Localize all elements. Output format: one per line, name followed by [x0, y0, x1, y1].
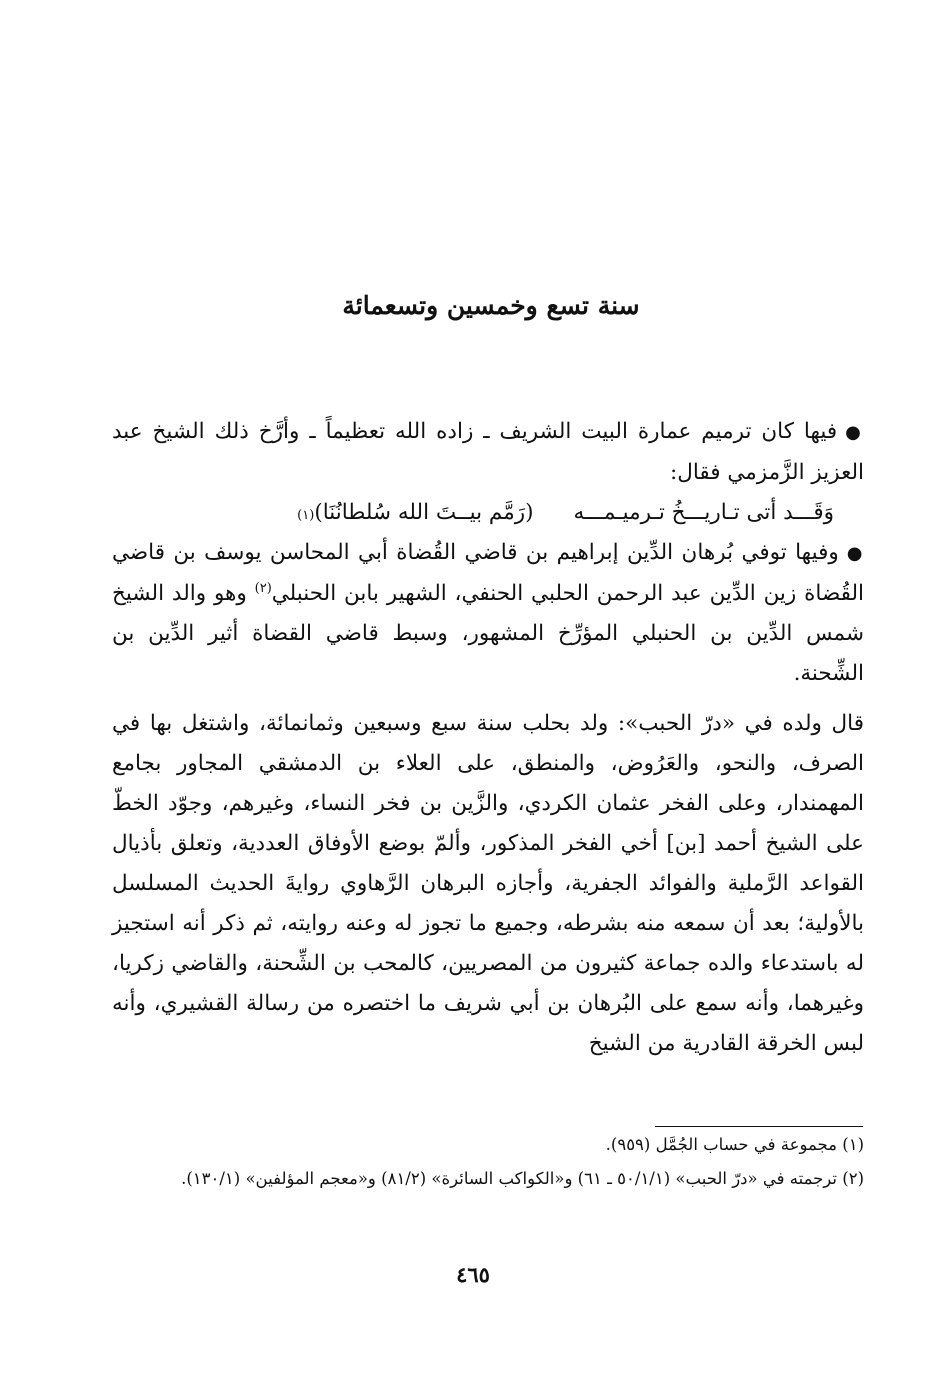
paragraph-3 — [112, 704, 864, 1064]
paragraph-1-text: فيها كان ترميم عمارة البيت الشريف ـ زاده الله تعظيماً ـ وأرَّخ ذلك الشيخ عبد العزيز الزَّمزمي فقال: — [112, 419, 864, 485]
footnote-2: (٢) ترجمته في «درّ الحبب» (٥٠/١/١ ـ ٦١) و«الكواكب السائرة» (٨١/٢) و«معجم المؤلفين» (١٣٠/١). — [181, 1169, 864, 1188]
paragraph-3-text: قال ولده في «درّ الحبب»: ولد بحلب سنة سبع وسبعين وثمانمائة، واشتغل بها في الصرف، والنحو، والعَرُوض، والمنطق، على العلاء بن الدمشقي المجاور بجامع المهمندار، وعلى الفخر عثمان الكردي، والزَّين بن فخر النساء، وغيرهم، وجوّد الخطّ على الشيخ أحمد [بن] أخي الفخر المذكور، وألمّ بوضع الأوفاق العددية، وتعلق بأذيال القواعد الرَّملية والفوائد الجفرية، وأجازه البرهان الرَّهاوي روايةَ الحديث المسلسل بالأولية؛ بعد أن سمعه منه بشرطه، وجميع ما تجوز له وعنه روايته، ثم ذكر أنه استجيز له باستدعاء والده جماعة كثيرون من المصريين، كالمحب بن الشِّحنة، والقاضي زكريا، وغيرهما، وأنه سمع على البُرهان بن أبي شريف ما اختصره من رسالة القشيري، وأنه لبس الخرقة القادرية من الشيخ — [112, 711, 864, 1056]
footnotes — [112, 1128, 864, 1196]
page-title: سنة تسع وخمسين وتسعمائة — [342, 291, 640, 320]
footnote-divider — [655, 1126, 863, 1127]
footnote-1: (١) مجموعة في حساب الجُمَّل (٩٥٩). — [605, 1135, 864, 1154]
verse-hemistich-1: وَقَـــد أتى تـاريـــخُ تـرميـمـــه — [573, 500, 834, 525]
verse-line — [112, 493, 864, 533]
paragraph-2 — [112, 533, 864, 694]
page-number: ٤٦٥ — [456, 1262, 490, 1287]
paragraph-2-text-a: وفيها توفي بُرهان الدِّين إبراهيم بن قاضي القُضاة أبي المحاسن يوسف بن قاضي القُضاة زين الدِّين عبد الرحمن الحلبي الحنفي، الشهير بابن الحنبلي — [112, 540, 865, 606]
main-text — [112, 412, 864, 1064]
bullet-icon: ● — [846, 543, 864, 564]
verse-hemistich-2-wrap: (رَمَّم بيــتَ الله سُلطانُنَا) (١) — [297, 493, 533, 533]
paragraph-1 — [112, 412, 864, 493]
paragraph-2-text-b: وهو والد الشيخ شمس الدِّين بن الحنبلي المؤرِّخ المشهور، وسبط قاضي القضاة أثير الدِّين بن الشِّحنة. — [112, 581, 864, 686]
verse-hemistich-2: (رَمَّم بيــتَ الله سُلطانُنَا) — [314, 500, 534, 525]
footnote-ref-2[interactable]: (٢) — [254, 580, 272, 596]
bullet-icon: ● — [845, 422, 864, 443]
